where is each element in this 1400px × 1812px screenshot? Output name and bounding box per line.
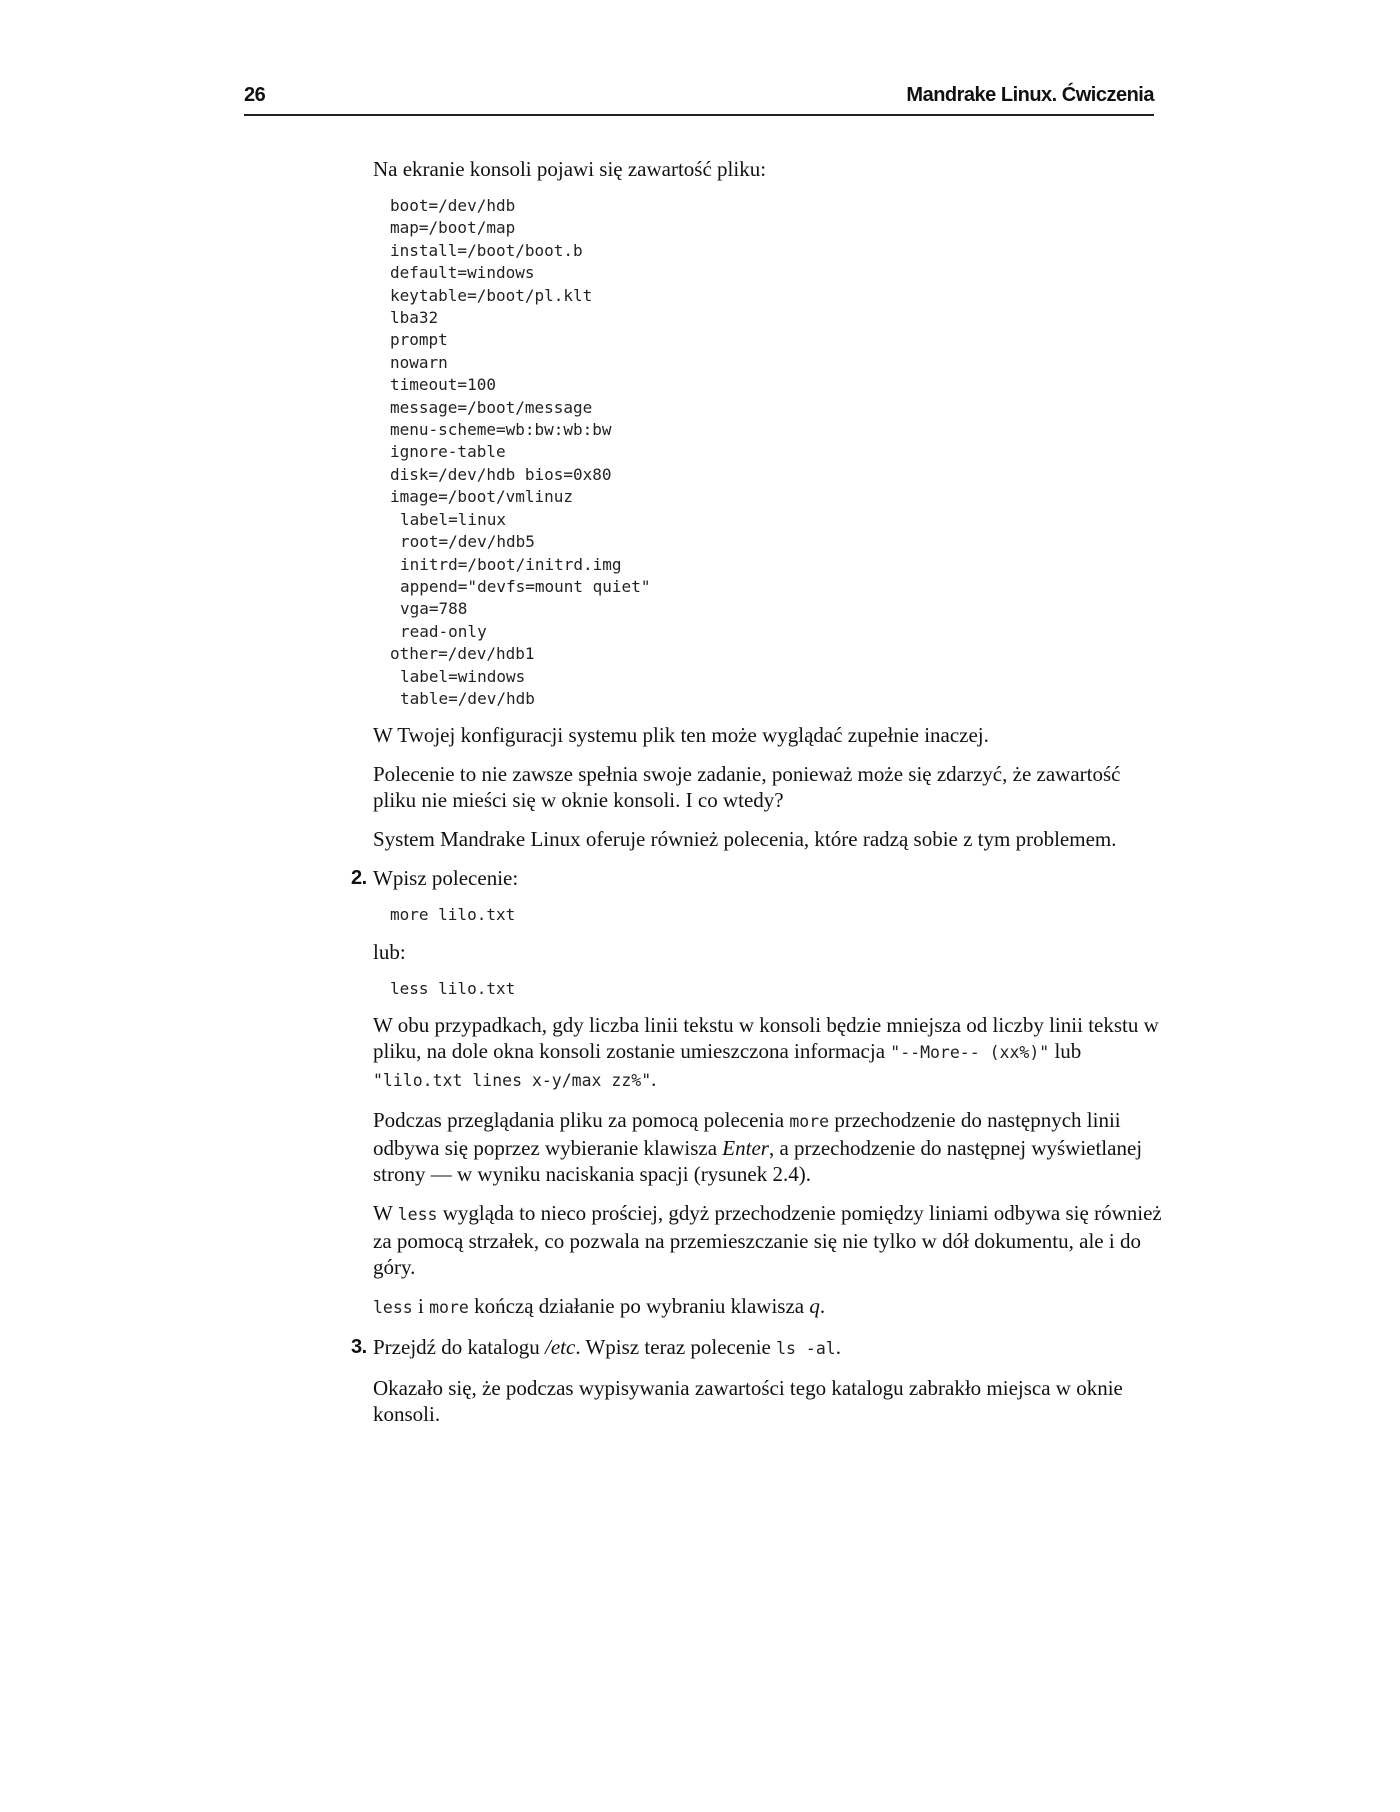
config-listing — [390, 195, 1163, 710]
text-run: kończą działanie po wybraniu klawisza — [468, 1294, 810, 1319]
inline-code: "lilo.txt lines x-y/max zz%" — [373, 1071, 652, 1091]
code-line: lba32 — [390, 308, 439, 328]
text-run: Przejdź do katalogu — [373, 1335, 546, 1360]
code-line: label=linux — [400, 509, 506, 529]
quit-paragraph — [373, 1293, 1163, 1321]
code-line: prompt — [390, 330, 448, 350]
directory-name: /etc — [545, 1335, 576, 1360]
code-line: table=/dev/hdb — [400, 688, 535, 708]
text-run: lub — [1049, 1039, 1082, 1064]
code-line: install=/boot/boot.b — [390, 240, 583, 260]
step-number: 2. — [351, 867, 367, 890]
intro-paragraph: Na ekranie konsoli pojawi się zawartość pliku: — [373, 157, 767, 181]
text-run: W obu przypadkach, gdy liczba linii tekstu w konsoli będzie mniejsza od liczby linii tekstu w pliku, na dole okna konsoli zostanie umieszczona informacja — [373, 1013, 1159, 1064]
inline-code: less — [397, 1205, 438, 1225]
code-line: keytable=/boot/pl.klt — [390, 285, 593, 305]
text-run: Podczas przeglądania pliku za pomocą polecenia — [373, 1108, 790, 1133]
key-name: q — [809, 1294, 820, 1319]
text-run: . — [819, 1294, 826, 1319]
step-text: Wpisz polecenie: — [373, 866, 519, 891]
text-run: wygląda to nieco prościej, gdyż przechodzenie pomiędzy liniami odbywa się również za pomocą strzałek, co pozwala na przemieszczanie się nie tylko w dół dokumentu, ale i do góry. — [373, 1201, 1162, 1280]
code-line: image=/boot/vmlinuz — [390, 487, 574, 507]
text-run: , a przechodzenie do następnej wyświetlanej strony — w wyniku naciskania spacji (rysunek 2.4). — [373, 1136, 1143, 1187]
code-line: append="devfs=mount quiet" — [400, 576, 651, 596]
inline-code: "--More-- (xx%)" — [890, 1043, 1050, 1063]
code-line: default=windows — [390, 263, 535, 283]
code-line: timeout=100 — [390, 375, 496, 395]
text-run: przechodzenie do następnych linii odbywa się poprzez wybieranie klawisza — [373, 1108, 1121, 1161]
text-run: W — [373, 1201, 398, 1226]
step-3 — [351, 1334, 1163, 1362]
not-always-paragraph: Polecenie to nie zawsze spełnia swoje zadanie, ponieważ może się zdarzyć, że zawartość pliku nie mieści się w oknie konsoli. I co wtedy? — [373, 762, 1121, 813]
page-content — [351, 156, 1163, 1440]
code-line: initrd=/boot/initrd.img — [400, 554, 622, 574]
key-name: Enter — [722, 1136, 769, 1161]
code-line: less lilo.txt — [390, 978, 516, 998]
inline-code: less — [373, 1298, 413, 1318]
less-paragraph — [373, 1200, 1163, 1280]
code-line: root=/dev/hdb5 — [400, 532, 535, 552]
both-cases-paragraph — [373, 1012, 1163, 1094]
code-line: boot=/dev/hdb — [390, 196, 516, 215]
command-more — [390, 904, 1163, 926]
inline-code: ls -al — [776, 1339, 836, 1359]
code-line: map=/boot/map — [390, 218, 516, 238]
code-line: nowarn — [390, 352, 448, 372]
code-line: message=/boot/message — [390, 397, 593, 417]
system-offers-paragraph: System Mandrake Linux oferuje również polecenia, które radzą sobie z tym problemem. — [373, 827, 1117, 852]
code-line: ignore-table — [390, 442, 506, 462]
code-line: vga=788 — [400, 599, 468, 619]
code-line: more lilo.txt — [390, 905, 516, 925]
inline-code: more — [429, 1298, 469, 1318]
code-line: menu-scheme=wb:bw:wb:bw — [390, 420, 612, 440]
code-line: disk=/dev/hdb bios=0x80 — [390, 464, 612, 484]
text-run: . — [835, 1335, 841, 1360]
or-label: lub: — [373, 939, 406, 964]
config-differs-paragraph: W Twojej konfiguracji systemu plik ten może wyglądać zupełnie inaczej. — [373, 723, 989, 748]
step-2 — [351, 865, 1163, 891]
step-number: 3. — [351, 1336, 367, 1359]
text-run: . Wpisz teraz polecenie — [575, 1335, 777, 1360]
code-line: read-only — [400, 621, 487, 641]
running-title: Mandrake Linux. Ćwiczenia — [906, 84, 1154, 106]
code-line: other=/dev/hdb1 — [390, 644, 535, 664]
inline-code: more — [789, 1112, 830, 1132]
page-header — [244, 84, 1154, 116]
more-paragraph — [373, 1107, 1163, 1187]
ran-out-paragraph: Okazało się, że podczas wypisywania zawartości tego katalogu zabrakło miejsca w oknie konsoli. — [373, 1376, 1123, 1427]
command-less — [390, 978, 1163, 1000]
text-run: i — [412, 1294, 430, 1319]
page-number: 26 — [244, 84, 266, 106]
code-line: label=windows — [400, 666, 526, 686]
text-run: . — [651, 1067, 657, 1092]
